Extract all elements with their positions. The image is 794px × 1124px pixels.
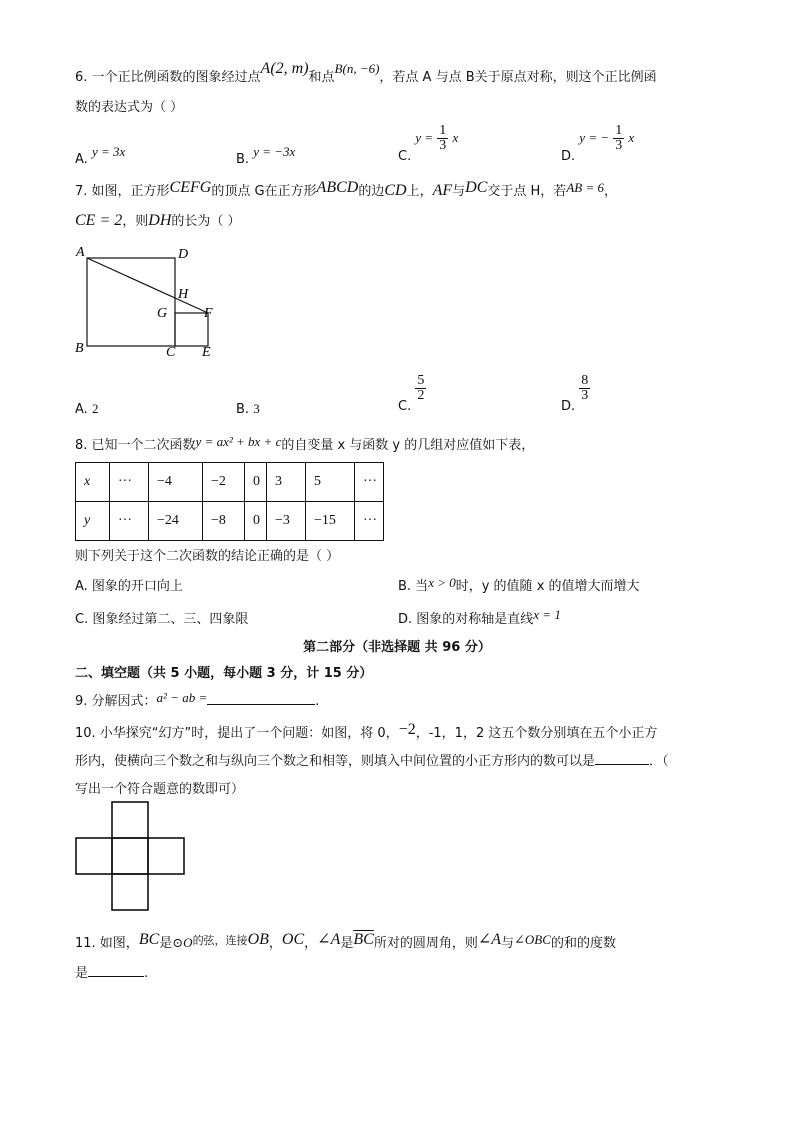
answer-blank[interactable] [207,704,315,705]
q11-stem-line2: 是 . [75,966,149,981]
square-abcd [87,258,175,346]
q6-option-a[interactable]: A. y = 3x [75,144,126,167]
segment-af [87,258,208,313]
q8-question: 则下列关于这个二次函数的结论正确的是（ ） [75,549,340,564]
table-cell: −4 [149,463,203,502]
value-table [75,462,384,541]
label-a: A [76,245,85,260]
label-d: D [178,247,189,262]
table-cell: −24 [149,502,203,541]
table-cell: 3 [267,463,306,502]
table-cell: ··· [110,463,149,502]
label-b: B [75,341,84,356]
table-cell: −2 [203,463,245,502]
q10-stem-line3: 写出一个符合题意的数即可） [75,782,245,797]
section-heading: 二、填空题（共 5 小题，每小题 3 分，计 15 分） [75,666,373,681]
q8-option-c[interactable]: C. 图象经过第二、三、四象限 [75,612,249,627]
answer-blank[interactable] [595,764,649,765]
fraction-one-third: $\frac{1}{3}$ [615,123,623,153]
q8-option-d[interactable]: D. 图象的对称轴是直线x = 1 [398,607,561,627]
q8-stem: 8. 已知一个二次函数y = ax² + bx + c的自变量 x 与函数 y 的几组对应值如下表， [75,434,535,453]
table-cell: ··· [355,463,384,502]
square-figure [70,238,230,368]
part-two-title: 第二部分（非选择题 共 96 分） [303,640,491,655]
q7-option-d[interactable]: D. $\frac{8}{3}$ [561,373,589,414]
q6-option-d[interactable]: D. y = − $\frac{1}{3}$ x [561,123,635,164]
point-a: A(2, m) [260,60,309,77]
q7-stem-line2: CE = 2，则DH的长为（ ） [75,212,241,229]
label-h: H [178,287,189,302]
q10-stem-line2: 形内，使横向三个数之和与纵向三个数之和相等，则填入中间位置的小正方形内的数可以是 ．（ [75,754,669,769]
table-cell: y [76,502,110,541]
q7-option-a[interactable]: A. 2 [75,401,99,417]
fraction-eight-thirds: $\frac{8}{3}$ [581,373,589,403]
top-square [112,802,148,838]
point-b: B(n, −6) [334,61,380,76]
q10-stem-line1: 10. 小华探究“幻方”时，提出了一个问题：如图，将 0，−2，-1，1，2 这五个数分别填在五个小正方 [75,721,658,741]
table-cell: 0 [245,463,267,502]
label-f: F [204,306,213,321]
q7-option-b[interactable]: B. 3 [236,401,260,417]
table-cell: −8 [203,502,245,541]
table-cell: −3 [267,502,306,541]
left-square [76,838,112,874]
answer-blank[interactable] [88,976,144,977]
q11-stem-line1: 11. 如图，BC是$⊙O^{的弦,连接}OB$，OC，∠A是$\overline{BC}$所对的圆周角，则∠A与∠OBC的和的度数 [75,931,616,951]
label-g: G [157,306,168,321]
bottom-square [112,874,148,910]
table-cell: ··· [355,502,384,541]
table-row-y [76,502,384,541]
table-cell: ··· [110,502,149,541]
q7-option-c[interactable]: C. $\frac{5}{2}$ [398,373,425,414]
q6-option-b[interactable]: B. y = −3x [236,144,296,167]
table-cell: 0 [245,502,267,541]
center-square [112,838,148,874]
table-cell: 5 [306,463,355,502]
cross-grid-figure [74,801,188,915]
label-e: E [202,345,211,360]
fraction-five-halves: $\frac{5}{2}$ [417,373,425,403]
right-square [148,838,184,874]
q6-option-c[interactable]: C. y = $\frac{1}{3}$ x [398,123,459,164]
table-row-x [76,463,384,502]
q6-stem-line2: 数的表达式为（ ） [75,100,184,115]
q9-stem: 9. 分解因式：a² − ab = . [75,690,320,709]
table-cell: x [76,463,110,502]
q6-stem-line1: 6. 一个正比例函数的图象经过点A(2, m)和点B(n, −6)，若点 A 与点 B关于原点对称，则这个正比例函 [75,60,657,85]
q8-option-a[interactable]: A. 图象的开口向上 [75,579,183,594]
arc-bc: $\overline{BC}$ [353,931,374,948]
table-cell: −15 [306,502,355,541]
label-c: C [166,345,176,360]
fraction-one-third: $\frac{1}{3}$ [439,123,447,153]
q7-stem-line1: 7. 如图，正方形CEFG的顶点 G在正方形ABCD的边CD上，AF与DC交于点 H，若AB = 6， [75,179,617,199]
q8-option-b[interactable]: B. 当x > 0时，y 的值随 x 的值增大而增大 [398,575,640,594]
